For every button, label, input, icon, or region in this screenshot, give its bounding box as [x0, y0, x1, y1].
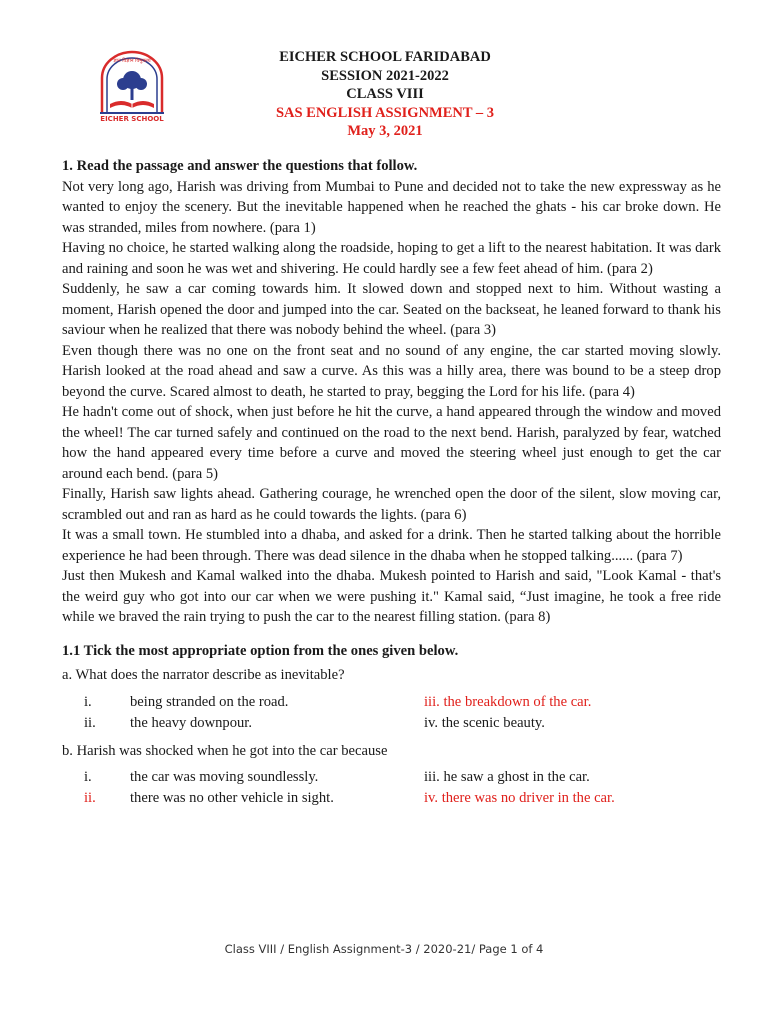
option-number: i. [84, 693, 92, 710]
passage-para-6: Finally, Harish saw lights ahead. Gathering courage, he wrenched open the door of the silent, slow moving car, scrambled out and ran as hard as he could towards the lights. (para 6) [62, 486, 721, 523]
class-name: CLASS VIII [346, 86, 424, 102]
option-text: there was no other vehicle in sight. [130, 790, 334, 806]
option-number: ii. [84, 714, 96, 731]
passage-para-3: Suddenly, he saw a car coming towards him. It slowed down and stopped next to him. Without wasting a moment, Harish opened the door and jumped into the car. Seated on the backseat, he leaned forward to thank his saviour when he realized that there was nobody behind the wheel. (para 3) [62, 281, 721, 338]
question-a-options [62, 692, 721, 734]
school-name: EICHER SCHOOL FARIDABAD [279, 49, 491, 65]
option-answer: iii. the breakdown of the car. [424, 693, 592, 710]
question-b: b. Harish was shocked when he got into the car because [62, 742, 388, 759]
option-text: being stranded on the road. [130, 693, 289, 710]
logo-top-text: ज्ञान विज्ञान विमुक्तये [113, 58, 151, 64]
session: SESSION 2021-2022 [321, 67, 449, 84]
assignment-date: May 3, 2021 [347, 123, 423, 139]
option-number: i. [84, 769, 92, 785]
document-body [62, 156, 721, 809]
passage-para-7: It was a small town. He stumbled into a dhaba, and asked for a drink. Then he started talking about the horrible experience he had been through. There was dead silence in the dhaba when he stopped talking...... (para 7) [62, 527, 721, 564]
passage-para-8: Just then Mukesh and Kamal walked into the dhaba. Mukesh pointed to Harish and said, "Look Kamal - that's the weird guy who got into our car when we were pushing it." Kamal said, “Just imagine, he took a free ride while we braved the rain trying to push the car to the nearest filling station. (para 8) [62, 568, 721, 625]
option-row [62, 788, 721, 809]
passage-para-2: Having no choice, he started walking along the roadside, hoping to get a lift to the nearest habitation. It was dark and raining and soon he was wet and shivering. He could hardly see a few feet ahead of him. (para 2) [62, 240, 721, 277]
school-logo [96, 48, 168, 128]
option-text: the heavy downpour. [130, 714, 252, 731]
section-1-heading: 1. Read the passage and answer the questions that follow. [62, 158, 418, 174]
page-footer: Class VIII / English Assignment-3 / 2020-21/ Page 1 of 4 [224, 942, 544, 956]
section-1-1-heading: 1.1 Tick the most appropriate option from the ones given below. [62, 642, 459, 659]
passage-para-1: Not very long ago, Harish was driving from Mumbai to Pune and decided not to take the new expressway as he wanted to enjoy the scenery. But the inevitable happened when he reached the ghats - his car broke down. He was stranded, miles from nowhere. (para 1) [62, 178, 721, 236]
option-row [62, 713, 721, 734]
option-text: iii. he saw a ghost in the car. [424, 769, 590, 785]
option-answer: iv. there was no driver in the car. [424, 790, 615, 806]
document-header [200, 48, 570, 141]
question-b-options [62, 767, 721, 809]
option-number: ii. [84, 790, 96, 806]
passage-para-4: Even though there was no one on the front seat and no sound of any engine, the car started moving slowly. Harish looked at the road ahead and saw a curve. As this was a hilly area, there was bound to be a steep drop beyond the curve. Scared almost to death, he started to pray, begging the Lord for his life. (para 4) [62, 342, 721, 400]
question-a: a. What does the narrator describe as inevitable? [62, 667, 345, 683]
assignment-title: SAS ENGLISH ASSIGNMENT – 3 [275, 104, 495, 121]
option-row [62, 692, 721, 713]
option-text: the car was moving soundlessly. [130, 769, 319, 785]
logo-text: EICHER SCHOOL [100, 115, 164, 123]
passage-para-5: He hadn't come out of shock, when just before he hit the curve, a hand appeared through the window and moved the wheel! The car turned safely and continued on the road to the next bend. Harish, paralyzed by fear, watched how the hand appeared every time before a curve and moved the steering wheel just enough to get the car around each bend. (para 5) [62, 404, 721, 482]
option-row [62, 767, 721, 788]
option-text: iv. the scenic beauty. [424, 714, 545, 731]
